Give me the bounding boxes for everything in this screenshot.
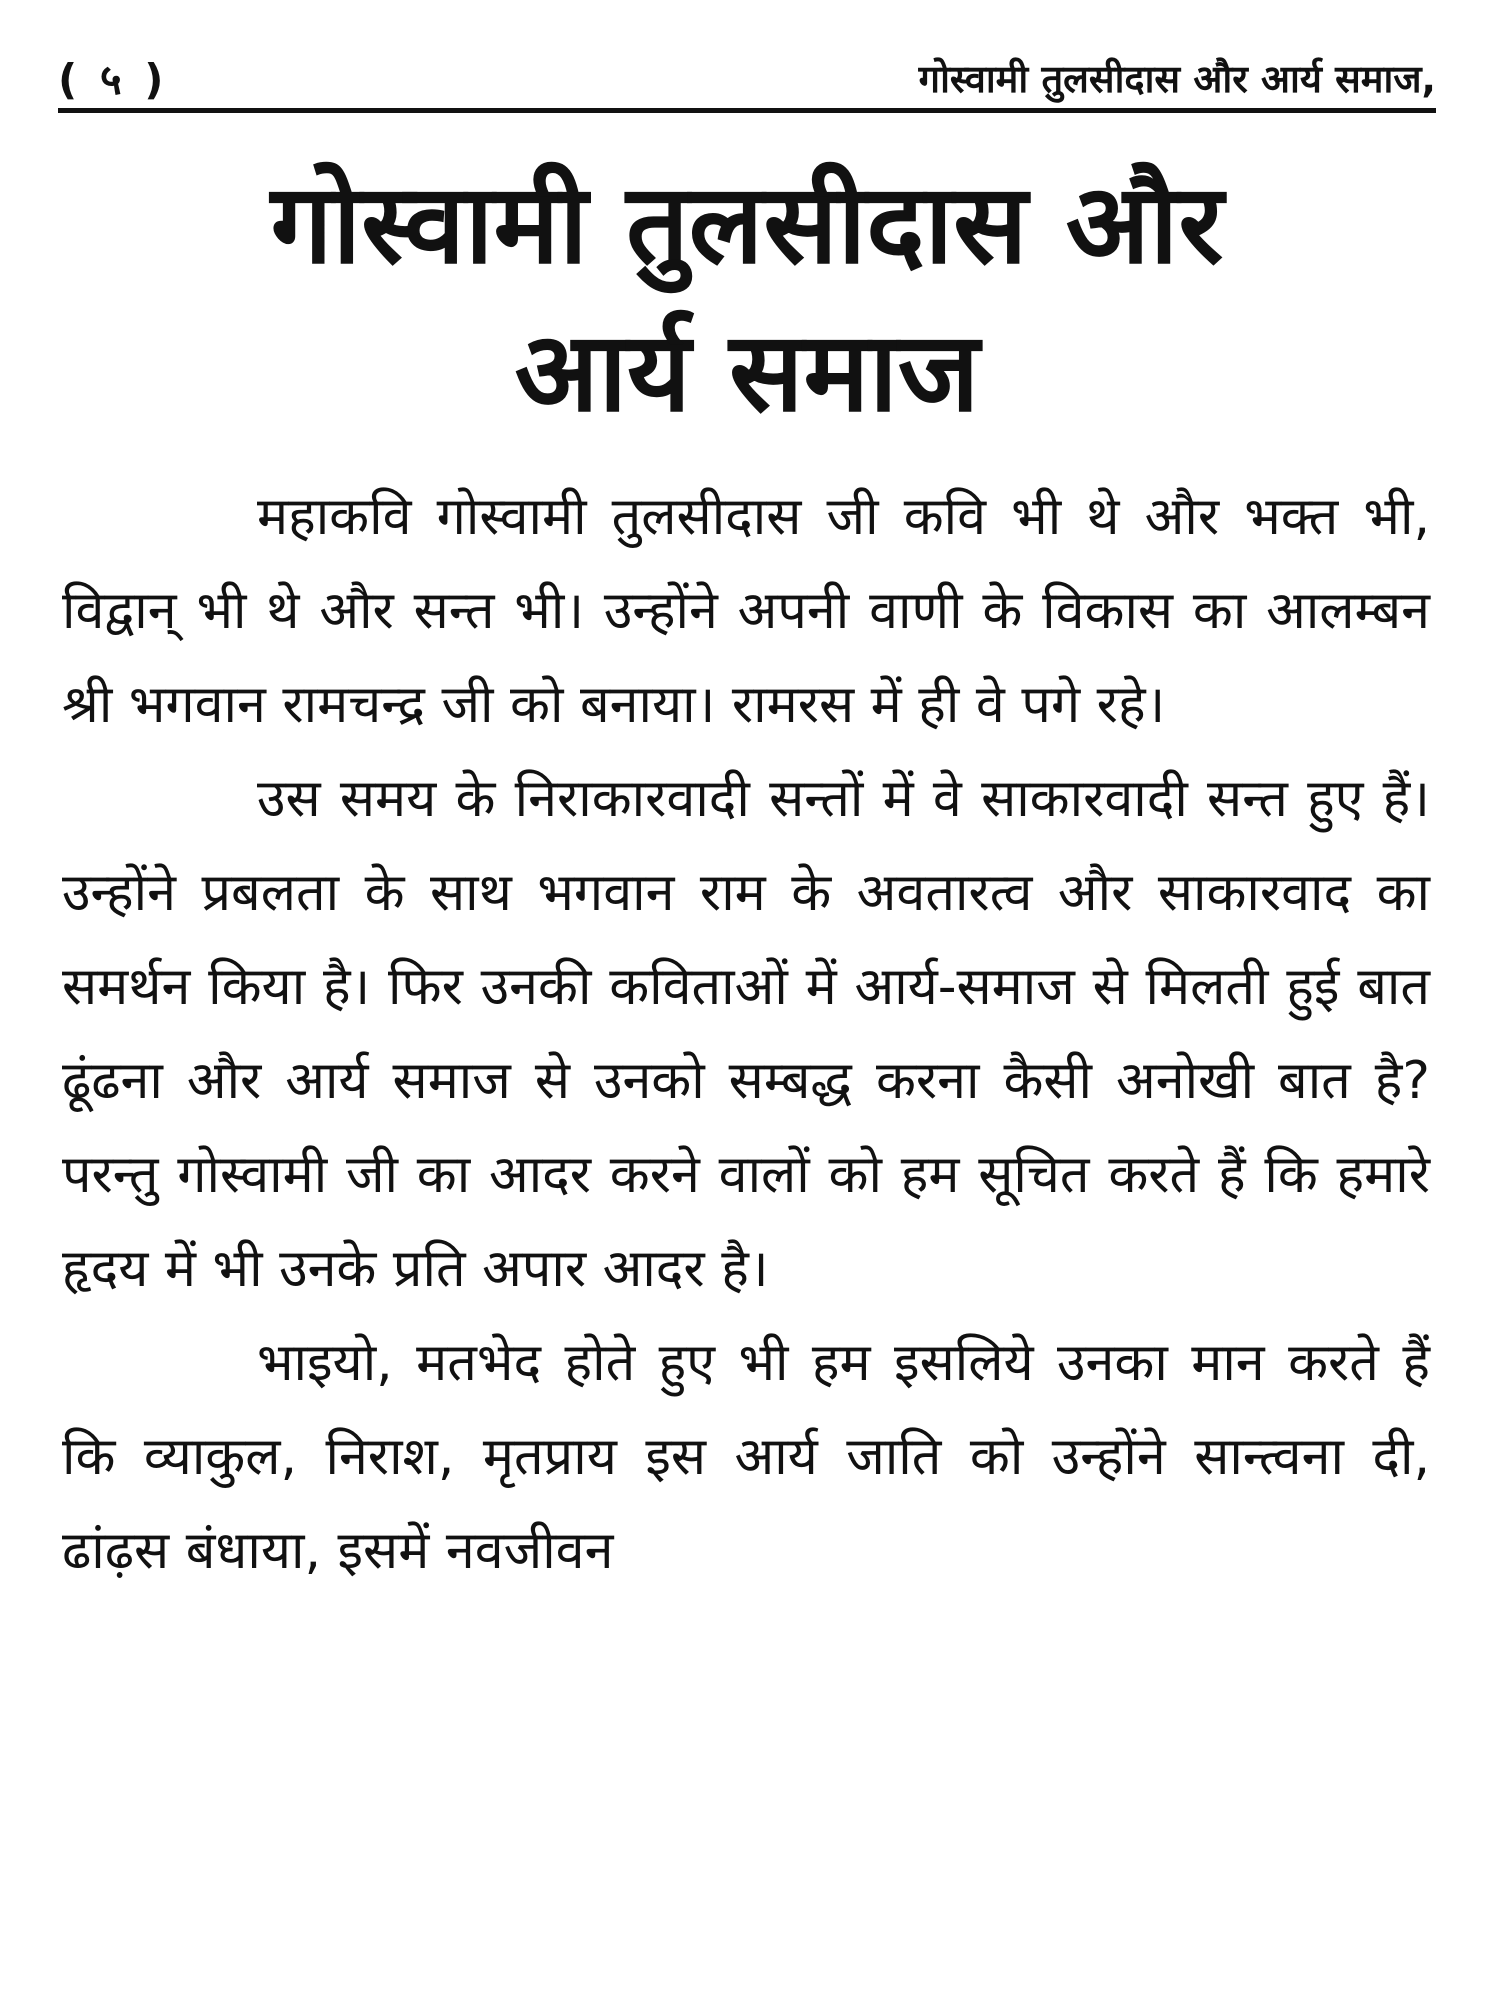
- chapter-title-line-2: आर्य समाज: [514, 308, 980, 436]
- page-number: ( ५ ): [58, 54, 168, 104]
- chapter-title-line-1: गोस्वामी तुलसीदास और: [270, 160, 1224, 288]
- header-rule: [58, 108, 1436, 113]
- paragraph-2: उस समय के निराकारवादी सन्तों में वे साकारवादी सन्त हुए हैं। उन्होंने प्रबलता के साथ भगवान राम के अवतारत्व और साकारवाद का समर्थन किया है। फिर उनकी कविताओं में आर्य-समाज से मिलती हुई बात ढूंढना और आर्य समाज से उनको सम्बद्ध करना कैसी अनोखी बात है? परन्तु गोस्वामी जी का आदर करने वालों को हम सूचित करते हैं कि हमारे हृदय में भी उनके प्रति अपार आदर है।: [62, 769, 1430, 1299]
- chapter-title: [58, 150, 1436, 446]
- body-text: [62, 470, 1430, 1598]
- running-title: गोस्वामी तुलसीदास और आर्य समाज,: [918, 57, 1436, 101]
- paragraph-1: महाकवि गोस्वामी तुलसीदास जी कवि भी थे और भक्त भी, विद्वान् भी थे और सन्त भी। उन्होंने अपनी वाणी के विकास का आलम्बन श्री भगवान रामचन्द्र जी को बनाया। रामरस में ही वे पगे रहे।: [62, 487, 1430, 735]
- paragraph-3: भाइयो, मतभेद होते हुए भी हम इसलिये उनका मान करते हैं कि व्याकुल, निराश, मृतप्राय इस आर्य जाति को उन्होंने सान्त्वना दी, ढांढ़स बंधाया, इसमें नवजीवन: [62, 1333, 1430, 1581]
- running-header: [58, 48, 1436, 108]
